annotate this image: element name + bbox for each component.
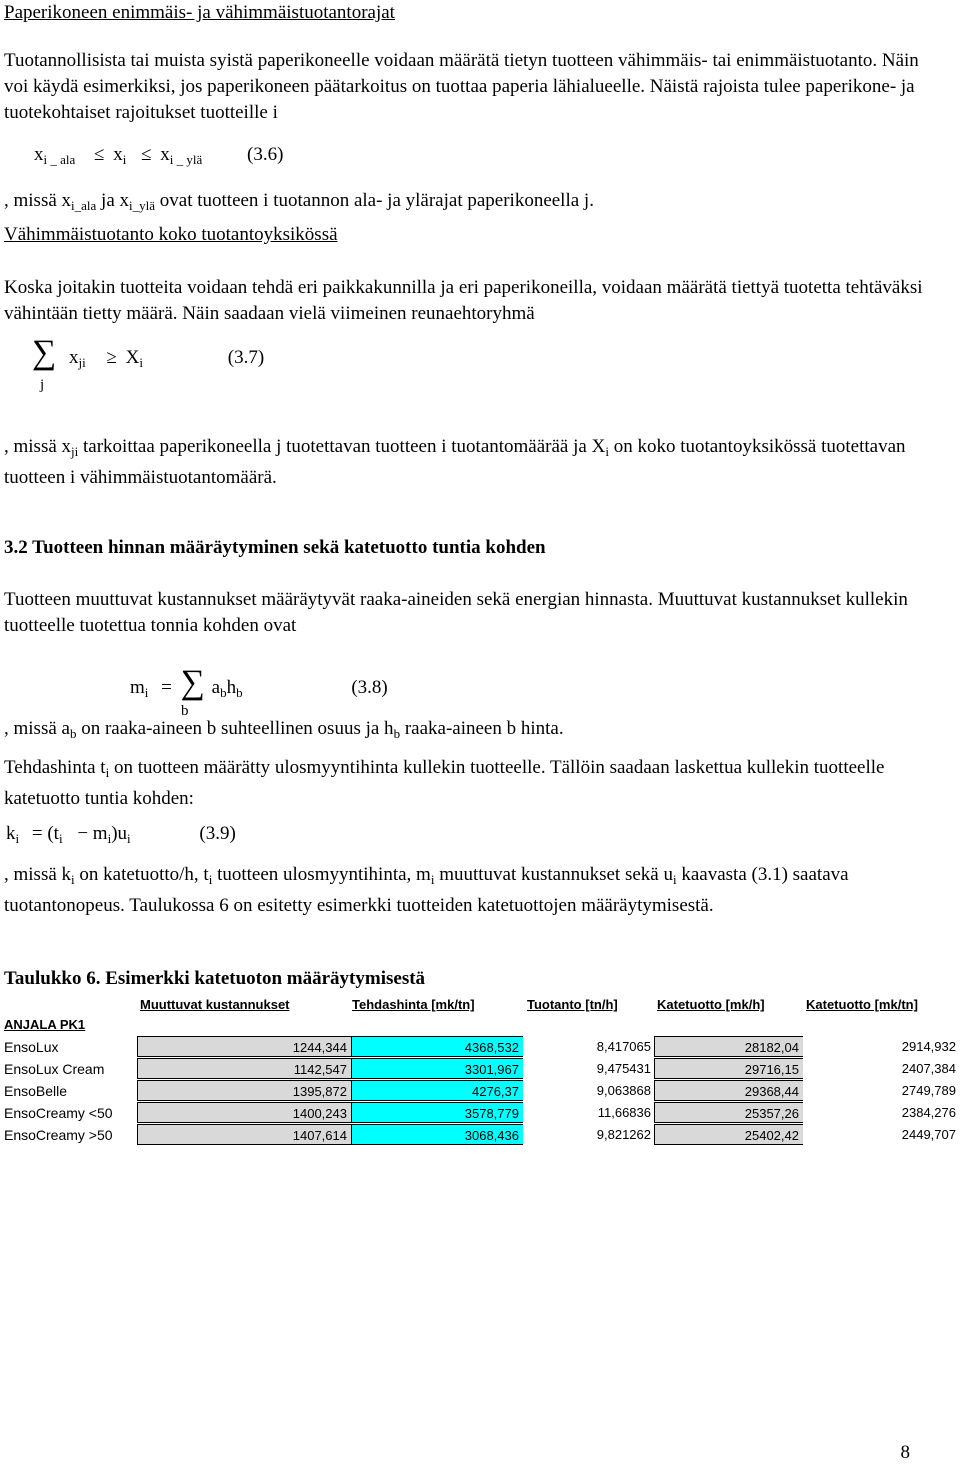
row-label: EnsoBelle bbox=[4, 1083, 68, 1099]
cell-margin-per-hour: 25357,26 bbox=[654, 1102, 804, 1123]
eq-var: h bbox=[226, 677, 237, 698]
eq-sub: i bbox=[58, 831, 63, 846]
eq-var: x bbox=[160, 144, 170, 165]
eq-op: )u bbox=[111, 823, 128, 844]
equation-3-6 bbox=[34, 142, 283, 173]
equation-number: (3.7) bbox=[227, 347, 265, 368]
equation-3-7 bbox=[32, 336, 264, 376]
eq-sub: i bbox=[127, 831, 131, 846]
text: tarkoittaa paperikoneella j tuotettavan tuotteen i tuotantomäärää ja X bbox=[78, 436, 606, 457]
cell-variable-costs: 1244,344 bbox=[137, 1036, 352, 1057]
section-heading bbox=[4, 0, 944, 26]
row-label: EnsoLux bbox=[4, 1039, 59, 1055]
eq-op: = (t bbox=[31, 823, 59, 844]
cell-variable-costs: 1400,243 bbox=[137, 1102, 352, 1123]
text: Tehdashinta t bbox=[4, 757, 106, 778]
equation-number: (3.8) bbox=[351, 677, 388, 698]
text: ja x bbox=[96, 190, 130, 211]
eq-sub: ji bbox=[78, 355, 86, 370]
text: on raaka-aineen b suhteellinen osuus ja h bbox=[76, 718, 394, 739]
paragraph-factory-price bbox=[4, 755, 944, 812]
text: muuttuvat kustannukset sekä u bbox=[434, 864, 673, 885]
text: , missä a bbox=[4, 718, 70, 739]
eq-op: ≤ bbox=[94, 144, 105, 165]
section-heading-text: Paperikoneen enimmäis- ja vähimmäistuotantorajat bbox=[4, 2, 395, 23]
row-label: EnsoCreamy <50 bbox=[4, 1105, 113, 1121]
equation-3-9 bbox=[6, 821, 236, 852]
eq-var: x bbox=[69, 347, 79, 368]
text: , missä x bbox=[4, 190, 72, 211]
text: ovat tuotteen i tuotannon ala- ja ylärajat paperikoneella j. bbox=[155, 190, 594, 211]
text: raaka-aineen b hinta. bbox=[400, 718, 564, 739]
paragraph-eq38-explain bbox=[4, 716, 944, 747]
eq-op: ≤ bbox=[141, 144, 152, 165]
eq-sub: i _ ylä bbox=[169, 152, 203, 167]
eq-sub: i bbox=[122, 152, 127, 167]
cell-margin-per-ton: 2407,384 bbox=[803, 1058, 960, 1079]
cell-margin-per-ton: 2749,789 bbox=[803, 1080, 960, 1101]
paragraph-eq36-explain bbox=[4, 188, 944, 219]
equation-number: (3.6) bbox=[247, 144, 284, 165]
eq-var: a bbox=[211, 677, 221, 698]
cell-variable-costs: 1407,614 bbox=[137, 1124, 352, 1145]
text: on koko tuotantoyksikössä tuotettavan tuotteen i vähimmäistuotantomäärä. bbox=[4, 436, 906, 488]
col-header-margin-per-hour: Katetuotto [mk/h] bbox=[657, 997, 765, 1012]
cell-production: 9,063868 bbox=[523, 1080, 655, 1101]
cell-production: 8,417065 bbox=[523, 1036, 655, 1057]
table-caption: Taulukko 6. Esimerkki katetuoton määräytymisestä bbox=[4, 968, 426, 989]
cell-factory-price: 4368,532 bbox=[351, 1036, 524, 1057]
eq-sub: b bbox=[236, 685, 243, 700]
paragraph-eq39-explain bbox=[4, 862, 944, 919]
cell-factory-price: 3578,779 bbox=[351, 1102, 524, 1123]
eq-op: − m bbox=[77, 823, 108, 844]
col-header-variable-costs: Muuttuvat kustannukset bbox=[140, 997, 290, 1012]
cell-margin-per-hour: 29716,15 bbox=[654, 1058, 804, 1079]
eq-var: x bbox=[113, 144, 123, 165]
eq-var: X bbox=[125, 347, 140, 368]
row-label: EnsoLux Cream bbox=[4, 1061, 105, 1077]
text: on tuotteen määrätty ulosmyyntihinta kullekin tuotteelle. Tällöin saadaan laskettua kullekin tuotteelle katetuotto tuntia kohden: bbox=[4, 757, 885, 809]
cell-factory-price: 4276,37 bbox=[351, 1080, 524, 1101]
eq-sub: i bbox=[15, 831, 20, 846]
subscript: i bbox=[605, 444, 609, 459]
subsection-heading bbox=[4, 222, 944, 248]
col-header-margin-per-ton: Katetuotto [mk/tn] bbox=[806, 997, 918, 1012]
subscript: i bbox=[105, 765, 110, 780]
cell-production: 11,66836 bbox=[523, 1102, 655, 1123]
sigma-index: j bbox=[40, 377, 45, 393]
subscript: ji bbox=[71, 444, 79, 459]
sigma-symbol: ∑ bbox=[180, 664, 205, 701]
paragraph-eq37-explain bbox=[4, 434, 944, 491]
subscript: i_ylä bbox=[129, 198, 156, 213]
cell-margin-per-hour: 28182,04 bbox=[654, 1036, 804, 1057]
cell-margin-per-ton: 2449,707 bbox=[803, 1124, 960, 1145]
subscript: i bbox=[71, 872, 75, 887]
paragraph-intro: Tuotannollisista tai muista syistä paperikoneelle voidaan määrätä tietyn tuotteen vähimmäis- tai enimmäistuotanto. Näin voi käydä esimerkiksi, jos paperikoneen päätarkoitus on tuottaa paperia lähialueelle. Näistä rajoista tulee paperikone- ja tuotekohtaiset rajoitukset tuotteille i bbox=[4, 50, 919, 123]
cell-variable-costs: 1142,547 bbox=[137, 1058, 352, 1079]
eq-var: k bbox=[6, 823, 16, 844]
cell-margin-per-ton: 2914,932 bbox=[803, 1036, 960, 1057]
sigma-index: b bbox=[181, 703, 189, 719]
eq-sub: i bbox=[107, 831, 112, 846]
table-group-label: ANJALA PK1 bbox=[4, 1017, 86, 1032]
cell-production: 9,821262 bbox=[523, 1124, 655, 1145]
cell-margin-per-ton: 2384,276 bbox=[803, 1102, 960, 1123]
text: kaavasta (3.1) saatava tuotantonopeus. Taulukossa 6 on esitetty esimerkki tuotteiden katetuottojen määräytymisestä. bbox=[4, 864, 849, 916]
text: , missä k bbox=[4, 864, 72, 885]
eq-sub: i _ ala bbox=[43, 152, 76, 167]
eq-var: m bbox=[130, 677, 145, 698]
text: on katetuotto/h, t bbox=[74, 864, 209, 885]
equation-3-8 bbox=[130, 666, 388, 706]
subsection-heading-text: Vähimmäistuotanto koko tuotantoyksikössä bbox=[4, 224, 338, 245]
cell-margin-per-hour: 29368,44 bbox=[654, 1080, 804, 1101]
sigma-symbol: ∑ bbox=[32, 334, 57, 371]
equation-number: (3.9) bbox=[199, 823, 236, 844]
cell-margin-per-hour: 25402,42 bbox=[654, 1124, 804, 1145]
text: , missä x bbox=[4, 436, 72, 457]
cell-factory-price: 3068,436 bbox=[351, 1124, 524, 1145]
subscript: i_ala bbox=[71, 198, 97, 213]
cell-production: 9,475431 bbox=[523, 1058, 655, 1079]
eq-op: = bbox=[161, 677, 172, 698]
col-header-production: Tuotanto [tn/h] bbox=[527, 997, 618, 1012]
eq-sub: b bbox=[220, 685, 227, 700]
paragraph-minimum-production: Koska joitakin tuotteita voidaan tehdä eri paikkakunnilla ja eri paperikoneilla, voidaan määrätä tiettyä tuotetta tehtäväksi vähintään tietty määrä. Näin saadaan vielä viimeinen reunaehtoryhmä bbox=[4, 277, 923, 324]
row-label: EnsoCreamy >50 bbox=[4, 1127, 113, 1143]
subscript: i bbox=[208, 872, 213, 887]
text: tuotteen ulosmyyntihinta, m bbox=[212, 864, 431, 885]
col-header-factory-price: Tehdashinta [mk/tn] bbox=[352, 997, 475, 1012]
subscript: i bbox=[430, 872, 435, 887]
subscript: i bbox=[672, 872, 677, 887]
cell-factory-price: 3301,967 bbox=[351, 1058, 524, 1079]
eq-op: ≥ bbox=[106, 347, 117, 368]
paragraph-variable-costs: Tuotteen muuttuvat kustannukset määräytyvät raaka-aineiden sekä energian hinnasta. Muuttuvat kustannukset kullekin tuotteelle tuotettua tonnia kohden ovat bbox=[4, 589, 908, 636]
subscript: b bbox=[393, 726, 401, 741]
eq-sub: i bbox=[139, 355, 144, 370]
subscript: b bbox=[69, 726, 77, 741]
section-heading-3-2: 3.2 Tuotteen hinnan määräytyminen sekä katetuotto tuntia kohden bbox=[4, 537, 546, 558]
page-number: 8 bbox=[900, 1442, 910, 1463]
cell-variable-costs: 1395,872 bbox=[137, 1080, 352, 1101]
eq-var: x bbox=[34, 144, 44, 165]
eq-sub: i bbox=[144, 685, 149, 700]
